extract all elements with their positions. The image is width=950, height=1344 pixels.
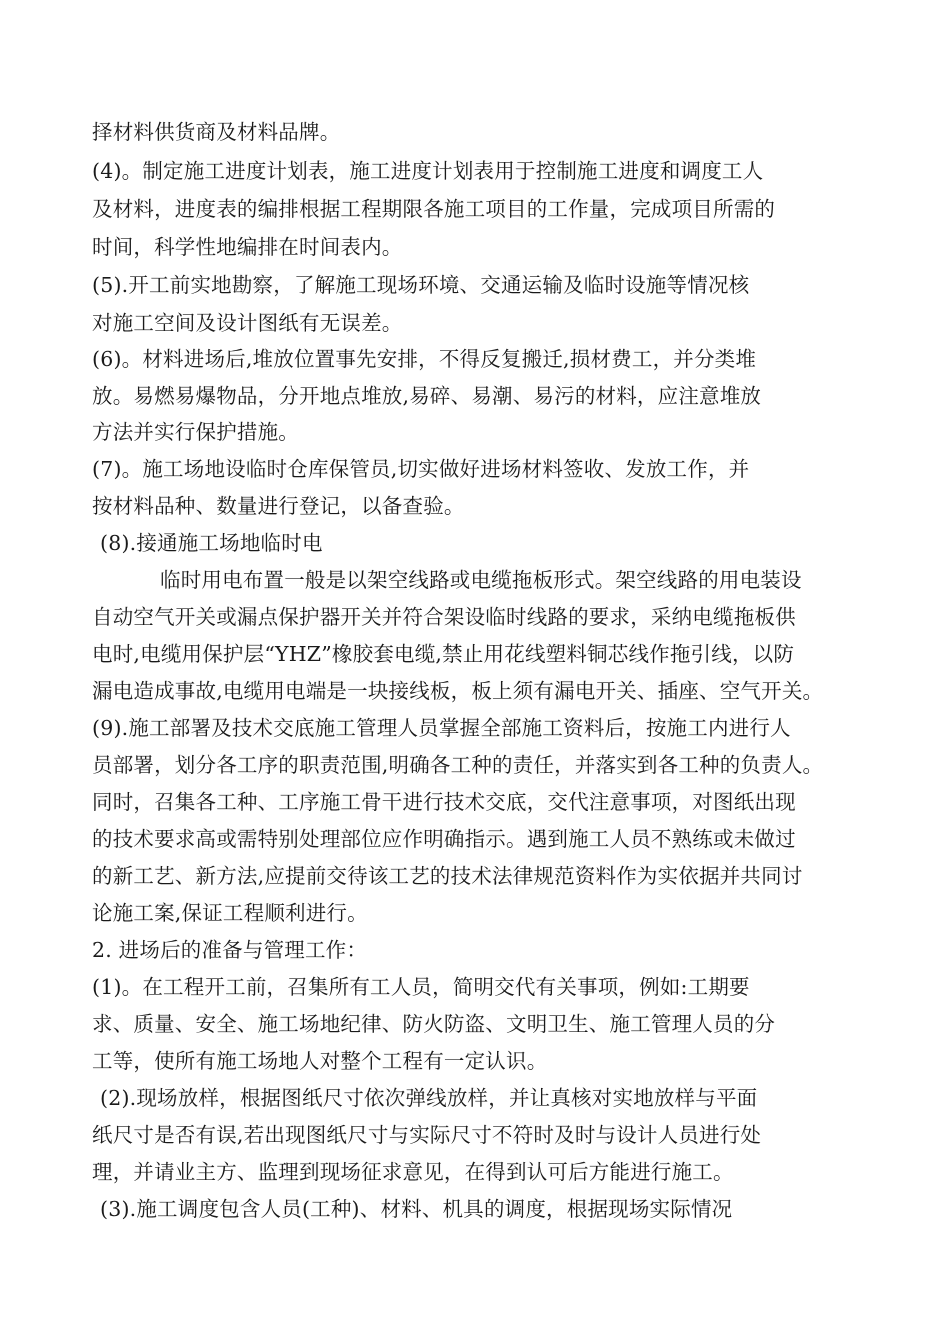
text-line: (4)。制定施工进度计划表，施工进度计划表用于控制施工进度和调度工人 <box>92 159 764 183</box>
text-line: 工等，使所有施工场地人对整个工程有一定认识。 <box>92 1049 548 1073</box>
text-line: (2).现场放样，根据图纸尺寸依次弹线放样，并让真核对实地放样与平面 <box>100 1086 758 1110</box>
text-line: 同时，召集各工种、工序施工骨干进行技术交底，交代注意事项，对图纸出现 <box>92 790 796 814</box>
section-heading: (8).接通施工场地临时电 <box>100 531 323 555</box>
text-line: 及材料，进度表的编排根据工程期限各施工项目的工作量，完成项目所需的 <box>92 197 776 221</box>
text-line: 求、质量、安全、施工场地纪律、防火防盗、文明卫生、施工管理人员的分 <box>92 1012 776 1036</box>
text-line: 放。易燃易爆物品，分开地点堆放,易碎、易潮、易污的材料，应注意堆放 <box>92 384 762 408</box>
text-line: 员部署，划分各工序的职责范围,明确各工种的责任，并落实到各工种的负责人。 <box>92 753 824 777</box>
text-line: 的技术要求高或需特别处理部位应作明确指示。遇到施工人员不熟练或未做过 <box>92 827 796 851</box>
text-line: 纸尺寸是否有误,若出现图纸尺寸与实际尺寸不符时及时与设计人员进行处 <box>92 1123 762 1147</box>
text-line: (6)。材料进场后,堆放位置事先安排，不得反复搬迁,损材费工，并分类堆 <box>92 347 757 371</box>
text-line: (1)。在工程开工前，召集所有工人员，简明交代有关事项，例如:工期要 <box>92 975 750 999</box>
text-line: 对施工空间及设计图纸有无误差。 <box>92 311 403 335</box>
text-line: 按材料品种、数量进行登记，以备查验。 <box>92 494 465 518</box>
text-line: (7)。施工场地设临时仓库保管员,切实做好进场材料签收、发放工作，并 <box>92 457 750 481</box>
text-line: 方法并实行保护措施。 <box>92 420 299 444</box>
text-line: 择材料供货商及材料品牌。 <box>92 120 341 144</box>
text-line: (5).开工前实地勘察，了解施工现场环境、交通运输及临时设施等情况核 <box>92 273 750 297</box>
text-line: 理，并请业主方、监理到现场征求意见，在得到认可后方能进行施工。 <box>92 1160 734 1184</box>
text-line: 论施工案,保证工程顺利进行。 <box>92 901 368 925</box>
text-line: 临时用电布置一般是以架空线路或电缆拖板形式。架空线路的用电装设 <box>160 568 802 592</box>
text-line: 电时,电缆用保护层“YHZ”橡胶套电缆,禁止用花线塑料铜芯线作拖引线，以防 <box>92 642 795 666</box>
text-line: 漏电造成事故,电缆用电端是一块接线板，板上须有漏电开关、插座、空气开关。 <box>92 679 824 703</box>
text-line: (3).施工调度包含人员(工种)、材料、机具的调度，根据现场实际情况 <box>100 1197 733 1221</box>
section-heading: 2. 进场后的准备与管理工作： <box>92 938 368 962</box>
text-line: (9).施工部署及技术交底施工管理人员掌握全部施工资料后，按施工内进行人 <box>92 716 791 740</box>
text-line: 自动空气开关或漏点保护器开关并符合架设临时线路的要求，采纳电缆拖板供 <box>92 605 796 629</box>
text-line: 时间，科学性地编排在时间表内。 <box>92 235 403 259</box>
text-line: 的新工艺、新方法,应提前交待该工艺的技术法律规范资料作为实依据并共同讨 <box>92 864 803 888</box>
